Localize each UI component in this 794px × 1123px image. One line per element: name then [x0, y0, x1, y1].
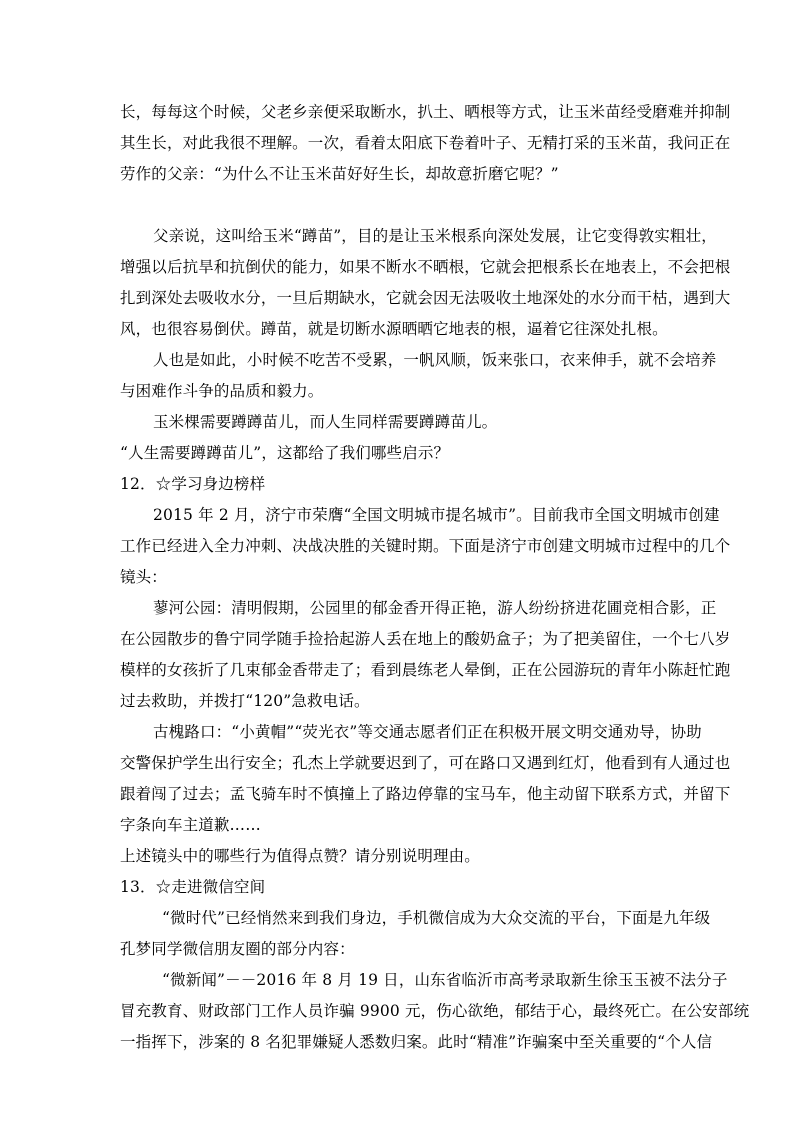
- text-line: “微新闻”－－2016 年 8 月 19 日，山东省临沂市高考录取新生徐玉玉被不法分子: [162, 971, 728, 989]
- text-line: 工作已经进入全力冲刺、决战决胜的关键时期。下面是济宁市创建文明城市过程中的几个: [120, 537, 731, 555]
- text-line: 风，也很容易倒伏。蹲苗，就是切断水源晒晒它地表的根，逼着它往深处扎根。: [120, 320, 668, 338]
- question-prompt: 上述镜头中的哪些行为值得点赞？请分别说明理由。: [120, 847, 480, 865]
- section-heading-13: 13．☆走进微信空间: [120, 878, 266, 896]
- text-line: 扎到深处去吸收水分，一旦后期缺水，它就会因无法吸收土地深处的水分而干枯，遇到大: [120, 289, 731, 307]
- text-line: 字条向车主道歉……: [120, 816, 261, 834]
- text-line: 与困难作斗争的品质和毅力。: [120, 382, 324, 400]
- question-prompt: “人生需要蹲蹲苗儿”，这都给了我们哪些启示？: [120, 444, 450, 462]
- text-line: 一指挥下，涉案的 8 名犯罪嫌疑人悉数归案。此时“精准”诈骗案中至关重要的“个人信: [120, 1033, 713, 1051]
- text-line: 镜头：: [120, 568, 167, 586]
- text-line: 2015 年 2 月，济宁市荣膺“全国文明城市提名城市”。目前我市全国文明城市创建: [153, 506, 720, 524]
- text-line: 增强以后抗旱和抗倒伏的能力，如果不断水不晒根，它就会把根系长在地表上，不会把根: [120, 258, 731, 276]
- text-line: 人也是如此，小时候不吃苦不受累，一帆风顺，饭来张口，衣来伸手，就不会培养: [153, 351, 717, 369]
- section-heading-12: 12．☆学习身边榜样: [120, 475, 266, 493]
- text-line: 孔梦同学微信朋友圈的部分内容：: [120, 940, 355, 958]
- text-line: 交警保护学生出行安全；孔杰上学就要迟到了，可在路口又遇到红灯，他看到有人通过也: [120, 754, 731, 772]
- text-line: 蓼河公园：清明假期，公园里的郁金香开得正艳，游人纷纷挤进花圃竞相合影，正: [153, 599, 717, 617]
- text-line: 冒充教育、财政部门工作人员诈骗 9900 元，伤心欲绝，郁结于心，最终死亡。在公安部统: [120, 1002, 750, 1020]
- text-line: 模样的女孩折了几束郁金香带走了；看到晨练老人晕倒，正在公园游玩的青年小陈赶忙跑: [120, 661, 731, 679]
- text-line: 在公园散步的鲁宁同学随手捡拾起游人丢在地上的酸奶盒子；为了把美留住，一个七八岁: [120, 630, 731, 648]
- text-line: “微时代”已经悄然来到我们身边，手机微信成为大众交流的平台，下面是九年级: [162, 909, 711, 927]
- text-line: 长，每每这个时候，父老乡亲便采取断水，扒土、晒根等方式，让玉米苗经受磨难并抑制: [120, 103, 731, 121]
- text-line: 古槐路口：“小黄帽”“荧光衣”等交通志愿者们正在积极开展文明交通劝导，协助: [153, 723, 702, 741]
- text-line: 劳作的父亲：“为什么不让玉米苗好好生长，却故意折磨它呢？”: [120, 165, 559, 183]
- text-line: 父亲说，这叫给玉米“蹲苗”，目的是让玉米根系向深处发展，让它变得敦实粗壮，: [153, 227, 717, 245]
- text-line: 过去救助，并拨打“120”急救电话。: [120, 692, 370, 710]
- text-line: 跟着闯了过去；孟飞骑车时不慎撞上了路边停靠的宝马车，他主动留下联系方式，并留下: [120, 785, 731, 803]
- text-line: 其生长，对此我很不理解。一次，看着太阳底下卷着叶子、无精打采的玉米苗，我问正在: [120, 134, 731, 152]
- text-line: 玉米棵需要蹲蹲苗儿，而人生同样需要蹲蹲苗儿。: [153, 413, 498, 431]
